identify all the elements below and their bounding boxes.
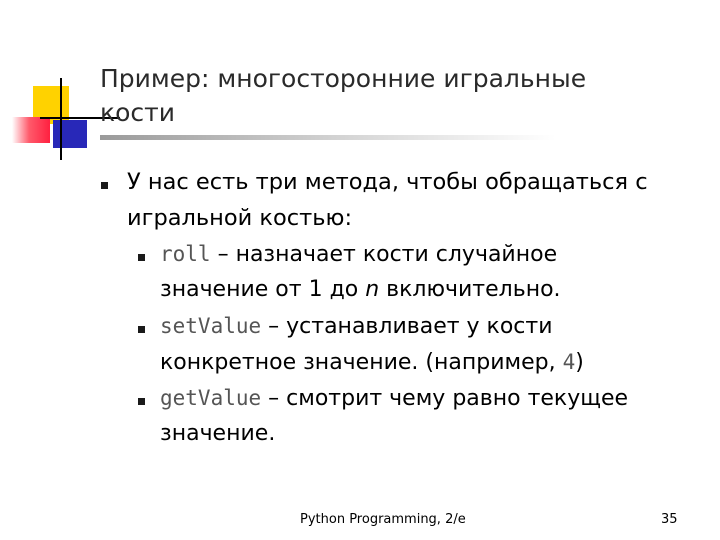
bullet-icon bbox=[101, 182, 108, 189]
code-four: 4 bbox=[562, 350, 576, 374]
code-roll: roll bbox=[160, 242, 211, 266]
main-bullet-line-1: У нас есть три метода, чтобы обращаться с bbox=[127, 169, 648, 195]
blue-square bbox=[53, 120, 87, 148]
slide-title bbox=[100, 62, 700, 130]
title-underline bbox=[100, 135, 556, 140]
title-line-2: кости bbox=[100, 98, 175, 127]
red-square bbox=[12, 117, 50, 143]
main-bullet-line-2: игральной костью: bbox=[127, 205, 353, 231]
sub-bullet-setvalue-line-1 bbox=[160, 308, 553, 345]
sub-bullet-icon bbox=[138, 254, 145, 261]
setvalue-desc-pre: конкретное значение. (например, bbox=[160, 350, 563, 375]
sub-bullet-icon bbox=[138, 398, 145, 405]
sub-bullet-getvalue-line-1 bbox=[160, 380, 628, 417]
roll-desc-n: n bbox=[365, 277, 380, 302]
code-getvalue: getValue bbox=[160, 386, 262, 410]
decorative-logo bbox=[0, 0, 110, 170]
page-number: 35 bbox=[661, 512, 678, 527]
roll-desc-post: включительно. bbox=[379, 277, 561, 302]
sub-bullet-getvalue-line-2: значение. bbox=[160, 421, 276, 446]
sub-bullet-setvalue-line-2 bbox=[160, 344, 584, 381]
setvalue-desc-post: ) bbox=[575, 350, 584, 375]
sub-bullet-roll-line-1 bbox=[160, 236, 557, 273]
code-setvalue: setValue bbox=[160, 314, 262, 338]
sub-bullet-roll-line-2 bbox=[160, 272, 561, 308]
setvalue-description: – устанавливает у кости bbox=[261, 314, 553, 339]
vertical-rule bbox=[60, 78, 62, 160]
roll-description: – назначает кости случайное bbox=[210, 242, 558, 267]
sub-bullet-icon bbox=[138, 326, 145, 333]
title-line-1: Пример: многосторонние игральные bbox=[100, 64, 587, 93]
roll-desc-pre: значение от 1 до bbox=[160, 277, 366, 302]
footer-title: Python Programming, 2/e bbox=[300, 512, 466, 527]
getvalue-description: – смотрит чему равно текущее bbox=[261, 386, 629, 411]
